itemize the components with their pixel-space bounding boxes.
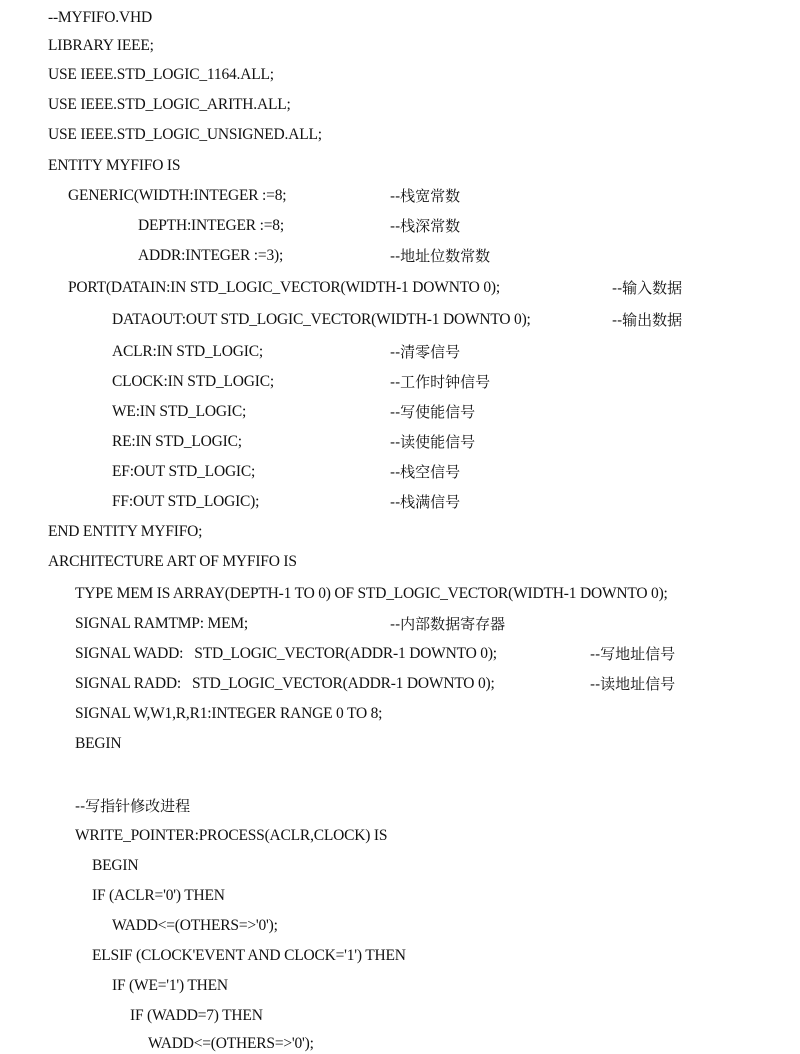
code-line-17: FF:OUT STD_LOGIC); [112,493,260,510]
code-line-28: BEGIN [92,857,139,874]
code-line-8: DEPTH:INTEGER :=8; [138,217,284,234]
comment-line-15: --读使能信号 [390,433,476,451]
code-line-33: IF (WADD=7) THEN [130,1007,263,1024]
comment-line-11: --输出数据 [612,311,683,329]
code-line-30: WADD<=(OTHERS=>'0'); [112,917,278,934]
comment-line-13: --工作时钟信号 [390,373,491,391]
code-line-5: USE IEEE.STD_LOGIC_UNSIGNED.ALL; [48,126,322,143]
code-line-24: SIGNAL W,W1,R,R1:INTEGER RANGE 0 TO 8; [75,705,383,722]
code-line-22: SIGNAL WADD: STD_LOGIC_VECTOR(ADDR-1 DOWNTO 0); [75,645,497,662]
code-line-12: ACLR:IN STD_LOGIC; [112,343,263,360]
comment-line-8: --栈深常数 [390,217,461,235]
comment-line-22: --写地址信号 [590,645,676,663]
code-line-14: WE:IN STD_LOGIC; [112,403,247,420]
comment-line-23: --读地址信号 [590,675,676,693]
code-line-21: SIGNAL RAMTMP: MEM; [75,615,249,632]
comment-line-9: --地址位数常数 [390,247,491,265]
code-line-1: --MYFIFO.VHD [48,9,152,26]
code-line-25: BEGIN [75,735,122,752]
comment-line-26: --写指针修改进程 [75,797,191,815]
comment-line-7: --栈宽常数 [390,187,461,205]
code-line-19: ARCHITECTURE ART OF MYFIFO IS [48,553,297,570]
code-line-10: PORT(DATAIN:IN STD_LOGIC_VECTOR(WIDTH-1 DOWNTO 0); [68,279,500,296]
code-line-13: CLOCK:IN STD_LOGIC; [112,373,274,390]
code-line-3: USE IEEE.STD_LOGIC_1164.ALL; [48,66,274,83]
code-line-20: TYPE MEM IS ARRAY(DEPTH-1 TO 0) OF STD_LOGIC_VECTOR(WIDTH-1 DOWNTO 0); [75,585,668,602]
code-line-2: LIBRARY IEEE; [48,37,154,54]
comment-line-14: --写使能信号 [390,403,476,421]
code-line-29: IF (ACLR='0') THEN [92,887,225,904]
code-line-7: GENERIC(WIDTH:INTEGER :=8; [68,187,287,204]
code-line-32: IF (WE='1') THEN [112,977,228,994]
comment-line-21: --内部数据寄存器 [390,615,506,633]
comment-line-17: --栈满信号 [390,493,461,511]
comment-line-12: --清零信号 [390,343,461,361]
code-line-31: ELSIF (CLOCK'EVENT AND CLOCK='1') THEN [92,947,406,964]
code-line-34: WADD<=(OTHERS=>'0'); [148,1035,314,1052]
code-line-15: RE:IN STD_LOGIC; [112,433,242,450]
code-line-9: ADDR:INTEGER :=3); [138,247,284,264]
code-line-23: SIGNAL RADD: STD_LOGIC_VECTOR(ADDR-1 DOWNTO 0); [75,675,495,692]
code-line-16: EF:OUT STD_LOGIC; [112,463,256,480]
code-line-4: USE IEEE.STD_LOGIC_ARITH.ALL; [48,96,291,113]
code-line-18: END ENTITY MYFIFO; [48,523,203,540]
comment-line-10: --输入数据 [612,279,683,297]
code-line-6: ENTITY MYFIFO IS [48,157,181,174]
comment-line-16: --栈空信号 [390,463,461,481]
code-line-27: WRITE_POINTER:PROCESS(ACLR,CLOCK) IS [75,827,388,844]
code-line-11: DATAOUT:OUT STD_LOGIC_VECTOR(WIDTH-1 DOWNTO 0); [112,311,531,328]
